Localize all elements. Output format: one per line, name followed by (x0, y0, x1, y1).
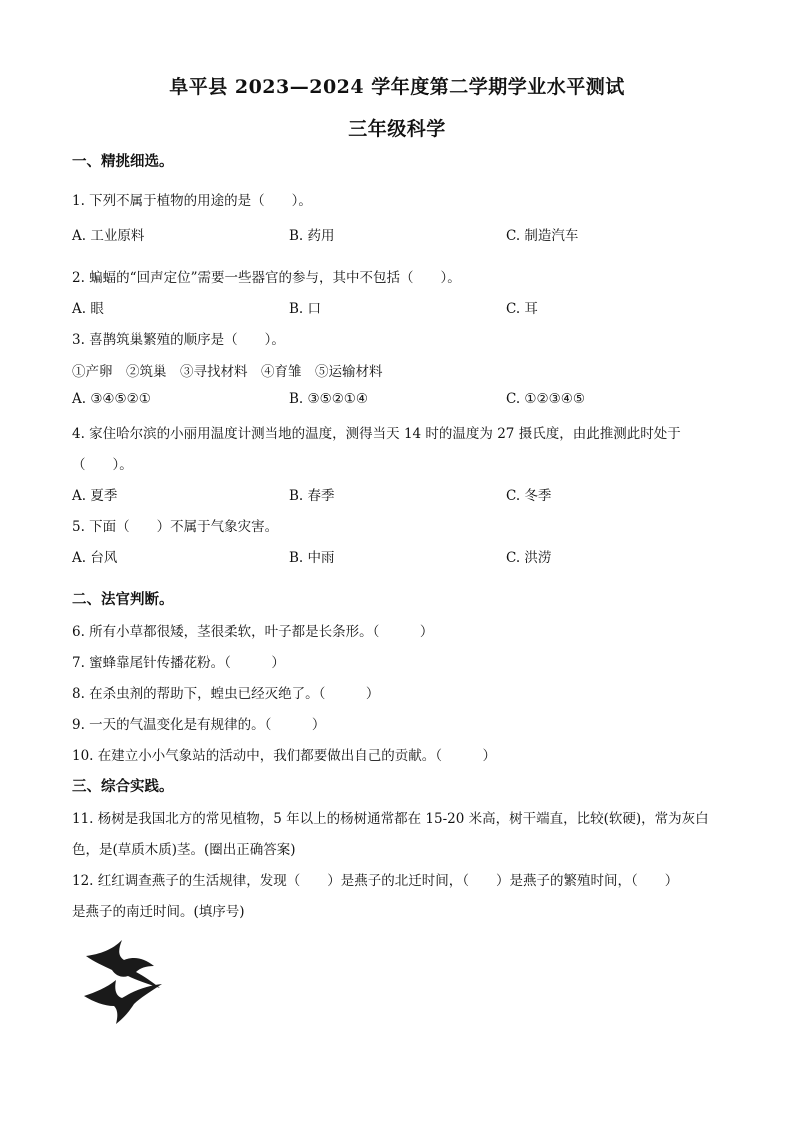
exam-title: 阜平县 2023—2024 学年度第二学期学业水平测试 (169, 76, 625, 98)
question-9: 9. 一天的气温变化是有规律的。（ ） (72, 717, 326, 733)
question-11-line-2: 色，是(草质木质)茎。(圈出正确答案) (72, 842, 296, 858)
question-10: 10. 在建立小小气象站的活动中，我们都要做出自己的贡献。（ ） (72, 748, 497, 764)
section-heading-3: 三、综合实践。 (72, 778, 174, 795)
q5-option-b: B. 中雨 (289, 550, 335, 566)
q2-option-b: B. 口 (289, 301, 322, 317)
q5-option-c: C. 洪涝 (506, 550, 552, 566)
question-11-line-1: 11. 杨树是我国北方的常见植物，5 年以上的杨树通常都在 15-20 米高，树干端直，比较(软硬)，常为灰白 (72, 811, 709, 827)
q2-option-c: C. 耳 (506, 301, 538, 317)
swallow-icon (82, 936, 168, 1026)
q4-option-b: B. 春季 (289, 488, 335, 504)
question-8: 8. 在杀虫剂的帮助下，蝗虫已经灭绝了。（ ） (72, 686, 380, 702)
section-heading-2: 二、法官判断。 (72, 591, 174, 608)
q4-option-a: A. 夏季 (72, 488, 118, 504)
question-4-line-2: （ ）。 (72, 457, 133, 473)
question-3: 3. 喜鹊筑巢繁殖的顺序是（ ）。 (72, 332, 285, 348)
q3-option-b: B. ③⑤②①④ (289, 391, 369, 407)
q3-option-a: A. ③④⑤②① (72, 391, 151, 407)
exam-subtitle: 三年级科学 (348, 118, 446, 140)
question-7: 7. 蜜蜂靠尾针传播花粉。（ ） (72, 655, 285, 671)
q4-option-c: C. 冬季 (506, 488, 552, 504)
question-6: 6. 所有小草都很矮，茎很柔软，叶子都是长条形。（ ） (72, 624, 434, 640)
q2-option-a: A. 眼 (72, 301, 104, 317)
q1-option-c: C. 制造汽车 (506, 228, 579, 244)
question-12-line-1: 12. 红红调查燕子的生活规律，发现（ ）是燕子的北迁时间，（ ）是燕子的繁殖时间，（ ） (72, 873, 679, 889)
question-4-line-1: 4. 家住哈尔滨的小丽用温度计测当地的温度，测得当天 14 时的温度为 27 摄氏度，由此推测此时处于 (72, 426, 681, 442)
q1-option-b: B. 药用 (289, 228, 335, 244)
q3-sequence-items: ①产卵 ②筑巢 ③寻找材料 ④育雏 ⑤运输材料 (72, 364, 383, 380)
q3-option-c: C. ①②③④⑤ (506, 391, 585, 407)
section-heading-1: 一、精挑细选。 (72, 153, 174, 170)
q5-option-a: A. 台风 (72, 550, 118, 566)
question-12-line-2: 是燕子的南迁时间。(填序号) (72, 904, 245, 920)
question-5: 5. 下面（ ）不属于气象灾害。 (72, 519, 279, 535)
question-2: 2. 蝙蝠的“回声定位”需要一些器官的参与，其中不包括（ ）。 (72, 270, 461, 286)
q1-option-a: A. 工业原料 (72, 228, 145, 244)
question-1: 1. 下列不属于植物的用途的是（ ）。 (72, 193, 312, 209)
